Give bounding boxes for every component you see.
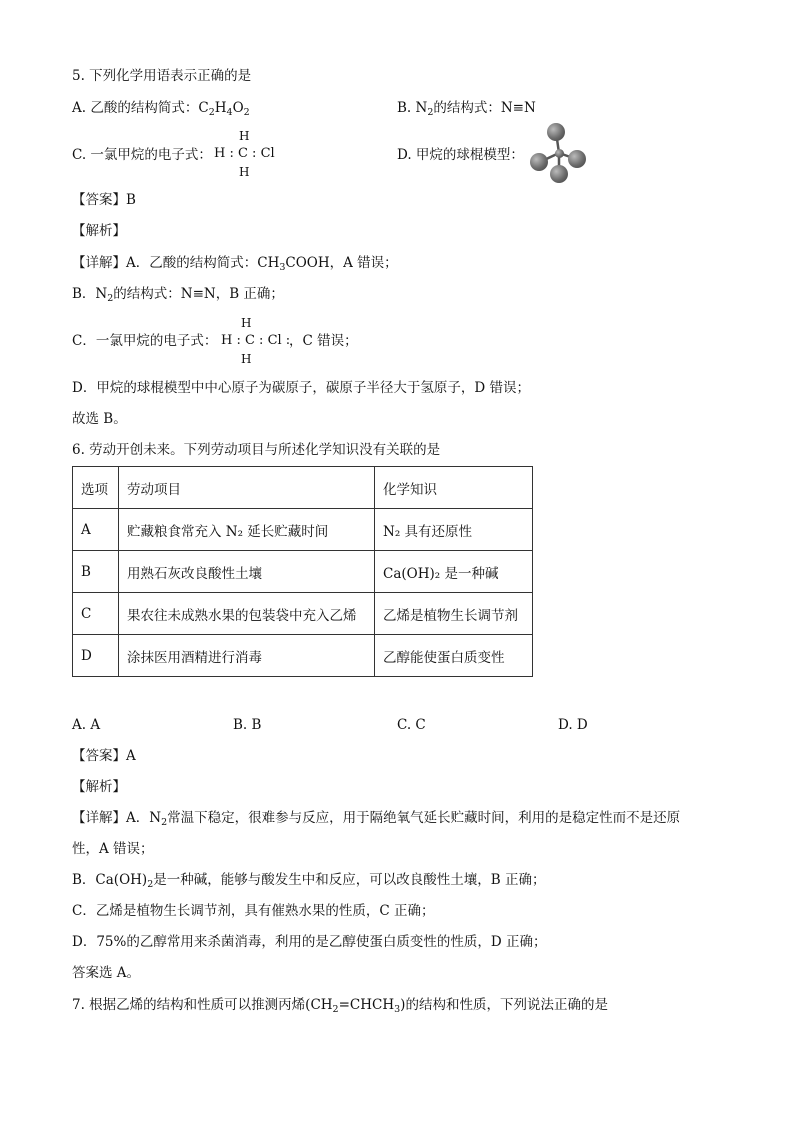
q6-analysis-title: 【解析】 [72, 779, 126, 795]
q6-answer: 【答案】A [72, 748, 136, 764]
q6-option-b: B. B [233, 717, 262, 733]
table-cell: A [73, 509, 119, 551]
q6-option-c: C. C [397, 717, 426, 733]
methane-ball-stick-model [528, 122, 590, 184]
q6-detail-b: B．$Ca(OH)_2$是一种碱，能够与酸发生中和反应，可以改良酸性土壤，B 正确； [72, 872, 546, 890]
table-header-row [73, 467, 533, 509]
table-row [73, 551, 533, 593]
q5-option-a: A. 乙酸的结构简式：$C_2H_4O_2$ [72, 100, 250, 118]
q7-stem: 7. 根据乙烯的结构和性质可以推测丙烯$(CH_2=CHCH_3)$的结构和性质，下列说法正确的是 [72, 997, 608, 1015]
hydrogen-atom-left [530, 153, 548, 171]
q5-detail-a: 【详解】A．乙酸的结构简式：$CH_3COOH$，A 错误； [72, 255, 398, 273]
table-header-cell: 化学知识 [375, 467, 533, 509]
q5-detail-b: B．$N_2$的结构式：N≡N，B 正确； [72, 286, 284, 304]
carbon-atom-center [555, 149, 564, 158]
labor-chemistry-table [72, 466, 533, 677]
table-header-cell: 选项 [73, 467, 119, 509]
chloromethane-electron-formula-detail: H H : C : Cl : H [221, 316, 291, 366]
q5-detail-d: D．甲烷的球棍模型中中心原子为碳原子，碳原子半径大于氢原子，D 错误； [72, 380, 530, 396]
table-cell: 乙烯是植物生长调节剂 [375, 593, 533, 635]
table-header-cell: 劳动项目 [119, 467, 375, 509]
hydrogen-atom-bottom [550, 165, 568, 183]
q6-conclusion: 答案选 A。 [72, 965, 141, 981]
table-cell: N₂ 具有还原性 [375, 509, 533, 551]
table-row [73, 509, 533, 551]
table-cell: C [73, 593, 119, 635]
q6-detail-a-line1: 【详解】A．$N_2$常温下稳定，很难参与反应，用于隔绝氧气延长贮藏时间，利用的是稳定性而不是还原 [72, 810, 681, 828]
table-cell: 果农往未成熟水果的包装袋中充入乙烯 [119, 593, 375, 635]
q5-option-d: D. 甲烷的球棍模型： [397, 147, 524, 163]
q5-detail-c-tail: ，C 错误； [289, 333, 358, 349]
table-row [73, 593, 533, 635]
hydrogen-atom-right [568, 150, 586, 168]
chloromethane-electron-formula: H H : C : Cl H [214, 129, 275, 179]
q6-stem: 6. 劳动开创未来。下列劳动项目与所述化学知识没有关联的是 [72, 442, 441, 458]
table-cell: 乙醇能使蛋白质变性 [375, 635, 533, 677]
q6-option-a: A. A [72, 717, 101, 733]
table-cell: B [73, 551, 119, 593]
table-cell: 用熟石灰改良酸性土壤 [119, 551, 375, 593]
q6-detail-a-line2: 性，A 错误； [72, 841, 154, 857]
table-cell: 涂抹医用酒精进行消毒 [119, 635, 375, 677]
table-row [73, 635, 533, 677]
q5-analysis-title: 【解析】 [72, 223, 126, 239]
table-cell: D [73, 635, 119, 677]
table-cell: 贮藏粮食常充入 N₂ 延长贮藏时间 [119, 509, 375, 551]
q6-detail-d: D．75%的乙醇常用来杀菌消毒，利用的是乙醇使蛋白质变性的性质，D 正确； [72, 934, 547, 950]
q6-option-d: D. D [558, 717, 588, 733]
q6-detail-c: C．乙烯是植物生长调节剂，具有催熟水果的性质，C 正确； [72, 903, 435, 919]
hydrogen-atom-top [547, 123, 565, 141]
q5-stem: 5. 下列化学用语表示正确的是 [72, 68, 252, 84]
q5-detail-c: C．一氯甲烷的电子式： [72, 333, 218, 349]
q5-answer: 【答案】B [72, 192, 136, 208]
q5-option-b: B. $N_2$的结构式：N≡N [397, 100, 536, 118]
q5-conclusion: 故选 B。 [72, 411, 127, 427]
q5-option-c: C. 一氯甲烷的电子式： [72, 147, 212, 163]
table-cell: Ca(OH)₂ 是一种碱 [375, 551, 533, 593]
